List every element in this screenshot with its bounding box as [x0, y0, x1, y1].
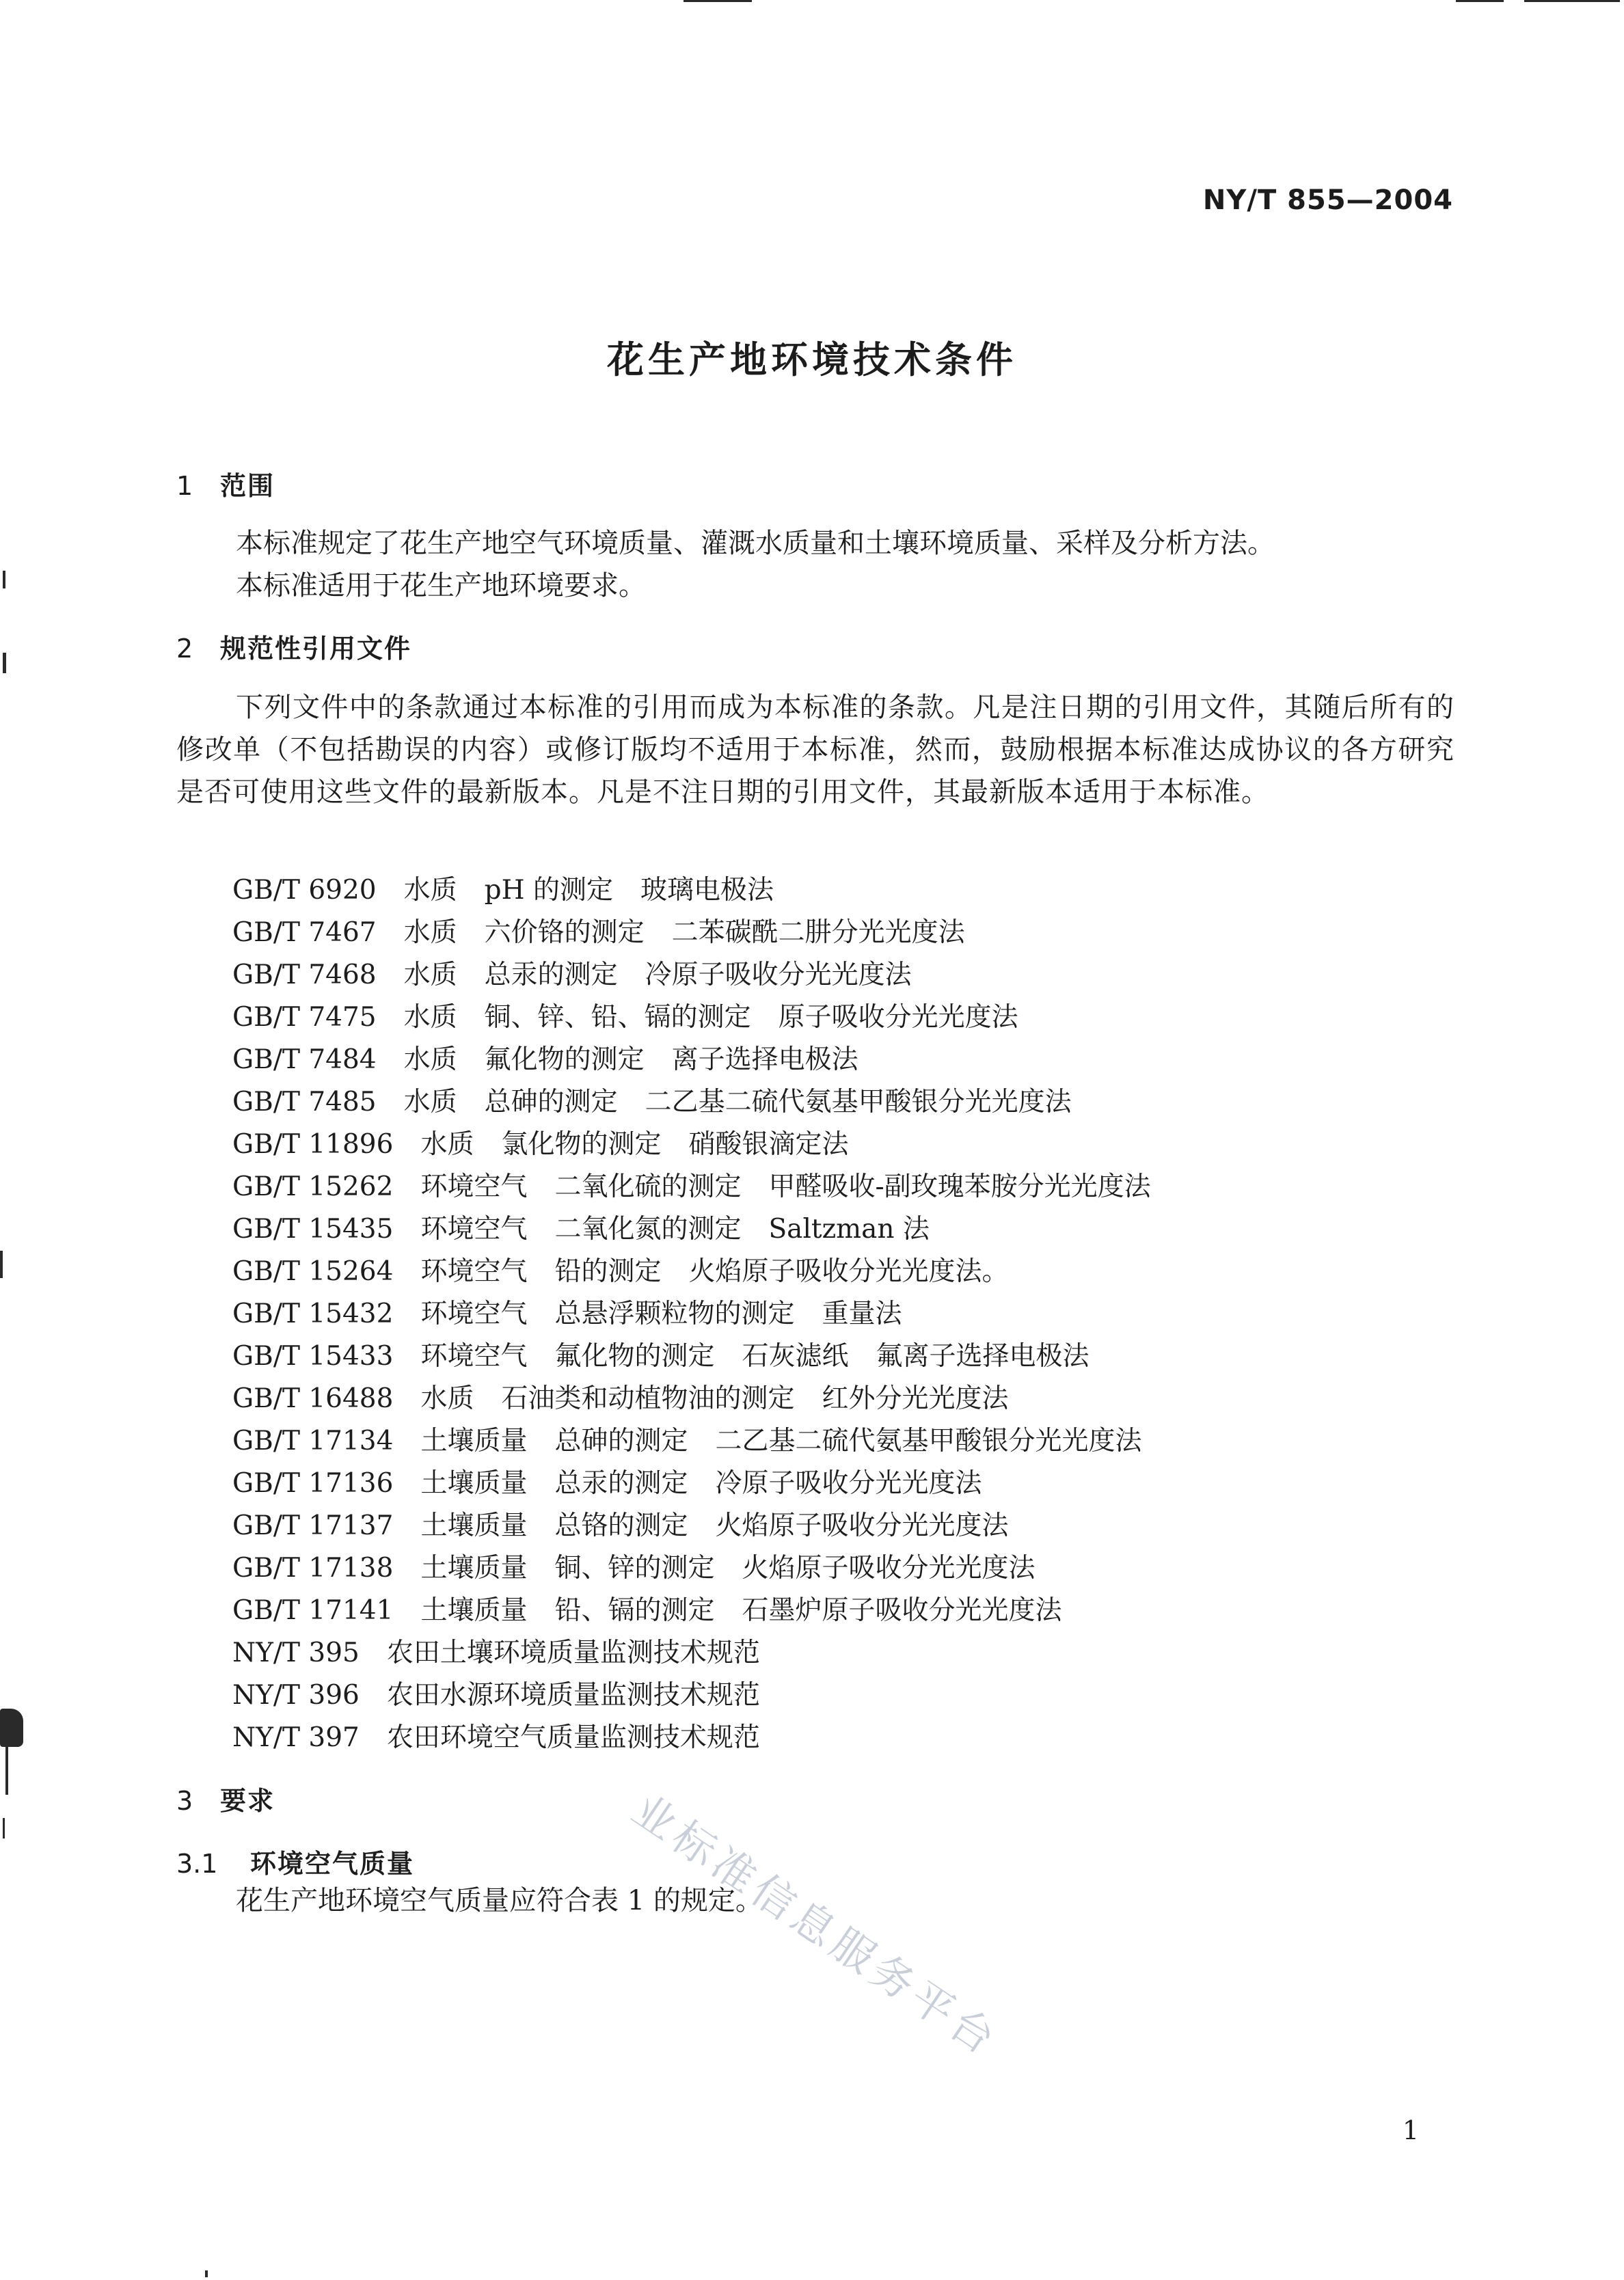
- reference-part: 水质: [403, 875, 457, 906]
- reference-code: NY/T 396: [232, 1680, 360, 1711]
- reference-code: GB/T 17136: [232, 1468, 394, 1499]
- reference-part: 二苯碳酰二肼分光光度法: [671, 917, 965, 948]
- reference-part: 原子吸收分光光度法: [778, 1002, 1018, 1033]
- reference-part: 铜、锌、铅、镉的测定: [484, 1002, 751, 1033]
- reference-part: 水质: [403, 917, 457, 948]
- section-heading-normative-references: [176, 627, 411, 665]
- section-title: 要求: [220, 1786, 275, 1816]
- reference-part: 氟离子选择电极法: [876, 1341, 1090, 1372]
- reference-part: 土壤质量: [420, 1468, 528, 1499]
- reference-part: 总砷的测定: [554, 1426, 688, 1456]
- reference-part: 环境空气: [420, 1171, 528, 1202]
- reference-part: 土壤质量: [420, 1553, 528, 1584]
- section-number: 3.1: [176, 1849, 218, 1879]
- reference-part: 冷原子吸收分光光度法: [715, 1468, 982, 1499]
- watermark: 业标准信息服务平台: [623, 1784, 1009, 2067]
- reference-code: GB/T 15264: [232, 1256, 394, 1287]
- reference-item: [232, 1251, 1151, 1293]
- scan-artifact: [3, 571, 5, 588]
- reference-part: 铅的测定: [554, 1256, 662, 1287]
- section-number: 1: [176, 471, 193, 501]
- scan-artifact: [0, 1251, 3, 1278]
- scan-artifact: [0, 1709, 23, 1747]
- reference-item: [232, 1293, 1151, 1335]
- reference-code: GB/T 7485: [232, 1087, 377, 1117]
- reference-code: GB/T 11896: [232, 1129, 394, 1160]
- reference-part: 二乙基二硫代氨基甲酸银分光光度法: [715, 1426, 1142, 1456]
- scan-artifact: [1456, 0, 1504, 2]
- reference-item: [232, 1378, 1151, 1420]
- reference-item: [232, 1632, 1151, 1674]
- reference-part: 氟化物的测定: [484, 1044, 645, 1075]
- section-heading-requirements: [176, 1780, 275, 1817]
- reference-part: 铜、锌的测定: [554, 1553, 715, 1584]
- reference-item: [232, 954, 1151, 996]
- scan-artifact: [3, 1818, 5, 1838]
- section-number: 3: [176, 1786, 193, 1816]
- section-title: 环境空气质量: [250, 1849, 415, 1879]
- reference-code: GB/T 17134: [232, 1426, 394, 1456]
- page-number: 1: [1402, 2115, 1419, 2145]
- reference-part: 水质: [403, 960, 457, 990]
- reference-list: [232, 869, 1151, 1759]
- reference-part: 二氧化氮的测定: [554, 1214, 742, 1245]
- reference-part: 总悬浮颗粒物的测定: [554, 1299, 795, 1329]
- reference-item: [232, 1420, 1151, 1463]
- reference-part: 土壤质量: [420, 1595, 528, 1626]
- section-title: 规范性引用文件: [220, 634, 412, 664]
- reference-part: 石灰滤纸: [742, 1341, 849, 1372]
- scope-paragraph-1: 本标准规定了花生产地空气环境质量、灌溉水质量和土壤环境质量、采样及分析方法。: [236, 528, 1275, 559]
- reference-part: 六价铬的测定: [484, 917, 645, 948]
- reference-part: 环境空气: [420, 1299, 528, 1329]
- reference-part: 总砷的测定: [484, 1087, 618, 1117]
- reference-part: 玻璃电极法: [640, 875, 774, 906]
- scope-paragraph-2: 本标准适用于花生产地环境要求。: [236, 570, 646, 601]
- standard-number: NY/T 855—2004: [1202, 185, 1453, 216]
- reference-part: 环境空气: [420, 1214, 528, 1245]
- reference-part: 氯化物的测定: [501, 1129, 662, 1160]
- reference-part: 水质: [403, 1002, 457, 1033]
- reference-code: GB/T 17141: [232, 1595, 394, 1626]
- scan-artifact: [205, 2270, 208, 2277]
- reference-code: GB/T 15433: [232, 1341, 394, 1372]
- scan-artifact: [1524, 0, 1620, 2]
- reference-code: GB/T 15262: [232, 1171, 394, 1202]
- reference-code: GB/T 7475: [232, 1002, 377, 1033]
- reference-part: 农田土壤环境质量监测技术规范: [386, 1638, 760, 1668]
- reference-part: 石油类和动植物油的测定: [501, 1383, 795, 1414]
- reference-part: 氟化物的测定: [554, 1341, 715, 1372]
- reference-part: Saltzman 法: [768, 1214, 930, 1245]
- reference-part: 二氧化硫的测定: [554, 1171, 742, 1202]
- reference-item: [232, 1039, 1151, 1081]
- reference-code: GB/T 6920: [232, 875, 377, 906]
- reference-item: [232, 1335, 1151, 1378]
- reference-part: 农田环境空气质量监测技术规范: [386, 1722, 760, 1753]
- reference-code: GB/T 7467: [232, 917, 377, 948]
- reference-part: 土壤质量: [420, 1426, 528, 1456]
- reference-part: 火焰原子吸收分光光度法: [742, 1553, 1036, 1584]
- reference-item: [232, 912, 1151, 954]
- reference-part: pH 的测定: [484, 875, 614, 906]
- section-number: 2: [176, 634, 193, 664]
- reference-part: 水质: [420, 1383, 474, 1414]
- section-title: 范围: [220, 471, 275, 501]
- reference-part: 水质: [403, 1087, 457, 1117]
- document-title: 花生产地环境技术条件: [607, 338, 1017, 381]
- reference-part: 水质: [420, 1129, 474, 1160]
- reference-part: 石墨炉原子吸收分光光度法: [742, 1595, 1062, 1626]
- reference-item: [232, 1124, 1151, 1166]
- reference-part: 火焰原子吸收分光光度法: [715, 1510, 1009, 1541]
- section-heading-air-quality: [176, 1843, 414, 1880]
- reference-item: [232, 1674, 1151, 1717]
- reference-part: 火焰原子吸收分光光度法。: [688, 1256, 1009, 1287]
- reference-part: 水质: [403, 1044, 457, 1075]
- reference-item: [232, 1081, 1151, 1124]
- reference-code: GB/T 15432: [232, 1299, 394, 1329]
- reference-item: [232, 996, 1151, 1039]
- reference-code: GB/T 17137: [232, 1510, 394, 1541]
- normative-references-intro: 下列文件中的条款通过本标准的引用而成为本标准的条款。凡是注日期的引用文件，其随后所有的修改单（不包括勘误的内容）或修订版均不适用于本标准，然而，鼓励根据本标准达成协议的各方研究是否可使用这些文件的最新版本。凡是不注日期的引用文件，其最新版本适用于本标准。: [176, 692, 1454, 808]
- reference-part: 环境空气: [420, 1341, 528, 1372]
- section-heading-scope: [176, 465, 275, 502]
- reference-code: GB/T 7468: [232, 960, 377, 990]
- scan-artifact: [5, 1747, 8, 1795]
- reference-code: GB/T 7484: [232, 1044, 377, 1075]
- scan-artifact: [3, 653, 6, 673]
- reference-code: GB/T 17138: [232, 1553, 394, 1584]
- reference-part: 农田水源环境质量监测技术规范: [386, 1680, 760, 1711]
- reference-part: 红外分光光度法: [822, 1383, 1009, 1414]
- scan-artifact: [684, 0, 752, 2]
- reference-item: [232, 1463, 1151, 1505]
- reference-part: 环境空气: [420, 1256, 528, 1287]
- reference-part: 冷原子吸收分光光度法: [645, 960, 912, 990]
- reference-item: [232, 1590, 1151, 1632]
- reference-item: [232, 1717, 1151, 1759]
- reference-item: [232, 1547, 1151, 1590]
- air-quality-text: 花生产地环境空气质量应符合表 1 的规定。: [236, 1885, 763, 1916]
- reference-item: [232, 1505, 1151, 1547]
- reference-part: 土壤质量: [420, 1510, 528, 1541]
- reference-item: [232, 1208, 1151, 1251]
- reference-code: NY/T 397: [232, 1722, 360, 1753]
- reference-part: 总汞的测定: [484, 960, 618, 990]
- reference-code: GB/T 16488: [232, 1383, 394, 1414]
- reference-part: 总汞的测定: [554, 1468, 688, 1499]
- reference-code: GB/T 15435: [232, 1214, 394, 1245]
- reference-item: [232, 1166, 1151, 1208]
- reference-part: 二乙基二硫代氨基甲酸银分光光度法: [645, 1087, 1072, 1117]
- reference-item: [232, 869, 1151, 912]
- reference-part: 总铬的测定: [554, 1510, 688, 1541]
- reference-code: NY/T 395: [232, 1638, 360, 1668]
- reference-part: 重量法: [822, 1299, 902, 1329]
- reference-part: 硝酸银滴定法: [688, 1129, 849, 1160]
- reference-part: 离子选择电极法: [671, 1044, 858, 1075]
- reference-part: 铅、镉的测定: [554, 1595, 715, 1626]
- reference-part: 甲醛吸收-副玫瑰苯胺分光光度法: [768, 1171, 1151, 1202]
